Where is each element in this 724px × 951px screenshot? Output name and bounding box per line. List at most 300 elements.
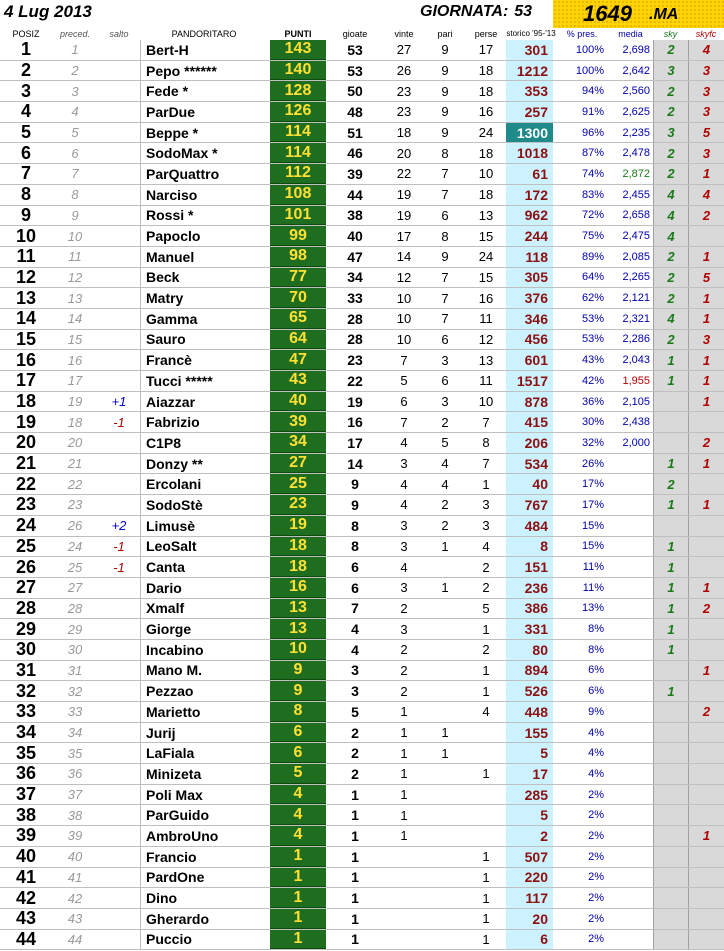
col-header-giocate: gioate — [342, 29, 368, 39]
table-row — [0, 785, 724, 806]
table-row — [0, 516, 724, 537]
skyfc-cell: 4 — [688, 40, 724, 60]
losses-cell: 12 — [478, 331, 494, 347]
table-row — [0, 102, 724, 123]
wins-cell: 10 — [396, 331, 412, 347]
skyfc-cell — [688, 888, 724, 908]
position-cell: 6 — [20, 142, 31, 163]
points-cell: 13 — [270, 599, 326, 619]
skyfc-cell: 1 — [688, 578, 724, 598]
losses-cell: 18 — [478, 187, 494, 203]
player-name-cell: Canta — [140, 557, 268, 577]
attendance-cell: 26% — [581, 457, 604, 470]
games-played-cell: 3 — [351, 662, 359, 679]
previous-position-cell: 36 — [67, 766, 83, 782]
attendance-cell: 53% — [581, 312, 604, 325]
position-change-cell — [98, 785, 140, 805]
games-played-cell: 8 — [351, 517, 359, 534]
historic-score-cell: 534 — [506, 454, 553, 474]
points-cell: 65 — [270, 309, 326, 329]
games-played-cell: 23 — [347, 352, 363, 369]
col-header-perse: perse — [474, 29, 498, 39]
player-name-cell: ParQuattro — [140, 164, 268, 184]
player-name-cell: PardOne — [140, 868, 268, 888]
sky-cell — [653, 702, 688, 722]
average-cell — [608, 599, 653, 619]
attendance-cell: 13% — [581, 602, 604, 615]
points-cell: 70 — [270, 288, 326, 308]
attendance-cell: 32% — [581, 436, 604, 449]
position-change-cell — [98, 868, 140, 888]
attendance-cell: 2% — [588, 809, 604, 822]
historic-score-cell: 206 — [506, 433, 553, 453]
points-cell: 9 — [270, 661, 326, 681]
average-cell — [608, 888, 653, 908]
position-cell: 15 — [15, 328, 37, 349]
points-cell: 18 — [270, 537, 326, 557]
sky-cell: 3 — [653, 61, 688, 81]
historic-score-cell: 5 — [506, 805, 553, 825]
table-row — [0, 61, 724, 82]
position-change-cell — [98, 619, 140, 639]
attendance-cell: 2% — [588, 788, 604, 801]
losses-cell: 1 — [482, 890, 490, 906]
losses-cell — [466, 805, 506, 825]
position-change-cell — [98, 143, 140, 163]
table-row — [0, 619, 724, 640]
sky-cell — [653, 909, 688, 929]
attendance-cell: 2% — [588, 871, 604, 884]
position-cell: 8 — [20, 184, 31, 205]
col-header-vinte: vinte — [394, 29, 414, 39]
table-row — [0, 123, 724, 144]
previous-position-cell: 2 — [71, 63, 79, 79]
points-cell: 126 — [270, 102, 326, 122]
points-cell: 1 — [270, 868, 326, 888]
sky-cell: 2 — [653, 268, 688, 288]
average-cell — [608, 537, 653, 557]
sky-cell: 1 — [653, 350, 688, 370]
losses-cell: 8 — [482, 435, 490, 451]
draws-cell — [424, 661, 466, 681]
points-cell: 98 — [270, 247, 326, 267]
player-name-cell: ParGuido — [140, 805, 268, 825]
historic-score-cell: 40 — [506, 474, 553, 494]
sky-cell — [653, 412, 688, 432]
attendance-cell: 83% — [581, 188, 604, 201]
table-row — [0, 847, 724, 868]
points-cell: 1 — [270, 930, 326, 950]
table-row — [0, 495, 724, 516]
draws-cell: 7 — [441, 290, 449, 306]
draws-cell: 2 — [441, 518, 449, 534]
games-played-cell: 17 — [347, 434, 363, 451]
skyfc-cell — [688, 681, 724, 701]
position-change-cell: -1 — [113, 414, 125, 430]
historic-score-cell: 878 — [506, 392, 553, 412]
position-change-cell — [98, 454, 140, 474]
skyfc-cell: 1 — [688, 309, 724, 329]
historic-score-cell: 1212 — [506, 61, 553, 81]
games-played-cell: 4 — [351, 641, 359, 658]
table-row — [0, 474, 724, 495]
sky-cell — [653, 868, 688, 888]
draws-cell — [424, 868, 466, 888]
games-played-cell: 46 — [347, 145, 363, 162]
player-name-cell: Incabino — [140, 640, 268, 660]
losses-cell: 7 — [482, 414, 490, 430]
draws-cell: 7 — [441, 187, 449, 203]
wins-cell: 23 — [396, 104, 412, 120]
skyfc-cell: 1 — [688, 371, 724, 391]
sky-cell — [653, 392, 688, 412]
sky-cell — [653, 888, 688, 908]
wins-cell: 4 — [400, 476, 408, 492]
average-cell: 2,625 — [622, 105, 650, 118]
historic-score-cell: 448 — [506, 702, 553, 722]
previous-position-cell: 13 — [67, 290, 83, 306]
losses-cell: 1 — [482, 662, 490, 678]
average-cell: 2,475 — [622, 230, 650, 243]
position-cell: 20 — [15, 432, 37, 453]
draws-cell: 1 — [441, 538, 449, 554]
historic-score-cell: 415 — [506, 412, 553, 432]
points-cell: 18 — [270, 557, 326, 577]
draws-cell: 4 — [441, 456, 449, 472]
position-cell: 10 — [15, 225, 37, 246]
points-cell: 114 — [270, 143, 326, 163]
historic-score-cell: 1300 — [506, 123, 553, 143]
previous-position-cell: 22 — [67, 476, 83, 492]
wins-cell: 17 — [396, 228, 412, 244]
previous-position-cell: 4 — [71, 104, 79, 120]
attendance-cell: 2% — [588, 892, 604, 905]
historic-score-cell: 526 — [506, 681, 553, 701]
attendance-cell: 2% — [588, 912, 604, 925]
position-change-cell — [98, 330, 140, 350]
wins-cell — [384, 847, 424, 867]
sky-cell: 2 — [653, 164, 688, 184]
skyfc-cell: 5 — [688, 123, 724, 143]
giornata-label: GIORNATA: — [420, 3, 509, 20]
wins-cell: 1 — [400, 807, 408, 823]
losses-cell: 18 — [478, 145, 494, 161]
games-played-cell: 44 — [347, 186, 363, 203]
draws-cell — [424, 826, 466, 846]
losses-cell — [466, 785, 506, 805]
average-cell: 2,000 — [622, 436, 650, 449]
games-played-cell: 38 — [347, 207, 363, 224]
historic-score-cell: 767 — [506, 495, 553, 515]
player-name-cell: Poli Max — [140, 785, 268, 805]
position-cell: 36 — [15, 763, 37, 784]
draws-cell: 9 — [441, 125, 449, 141]
draws-cell: 2 — [441, 414, 449, 430]
position-cell: 9 — [20, 204, 31, 225]
attendance-cell: 8% — [588, 623, 604, 636]
attendance-cell: 30% — [581, 416, 604, 429]
position-change-cell — [98, 764, 140, 784]
previous-position-cell: 20 — [67, 435, 83, 451]
wins-cell: 1 — [400, 704, 408, 720]
table-row — [0, 268, 724, 289]
wins-cell: 19 — [396, 187, 412, 203]
player-name-cell: Pezzao — [140, 681, 268, 701]
wins-cell — [384, 930, 424, 950]
sky-cell: 2 — [653, 40, 688, 60]
sky-cell: 2 — [653, 474, 688, 494]
skyfc-cell: 1 — [688, 826, 724, 846]
skyfc-cell: 3 — [688, 81, 724, 101]
losses-cell: 10 — [478, 394, 494, 410]
attendance-cell: 53% — [581, 333, 604, 346]
historic-score-cell: 61 — [506, 164, 553, 184]
draws-cell: 7 — [441, 166, 449, 182]
attendance-cell: 8% — [588, 643, 604, 656]
average-cell: 2,105 — [622, 395, 650, 408]
games-played-cell: 2 — [351, 765, 359, 782]
points-cell: 108 — [270, 185, 326, 205]
losses-cell: 1 — [482, 849, 490, 865]
position-cell: 16 — [15, 349, 37, 370]
wins-cell: 4 — [400, 559, 408, 575]
historic-score-cell: 236 — [506, 578, 553, 598]
player-name-cell: SodoMax * — [140, 143, 268, 163]
games-played-cell: 2 — [351, 745, 359, 762]
previous-position-cell: 17 — [67, 373, 83, 389]
average-cell — [608, 764, 653, 784]
losses-cell: 10 — [478, 166, 494, 182]
previous-position-cell: 43 — [67, 911, 83, 927]
position-change-cell: +2 — [111, 518, 127, 534]
points-cell: 128 — [270, 81, 326, 101]
previous-position-cell: 7 — [71, 166, 79, 182]
losses-cell: 24 — [478, 249, 494, 265]
col-header-media: media — [618, 29, 643, 39]
points-cell: 16 — [270, 578, 326, 598]
wins-cell: 10 — [396, 311, 412, 327]
draws-cell: 7 — [441, 269, 449, 285]
draws-cell: 9 — [441, 63, 449, 79]
games-played-cell: 48 — [347, 103, 363, 120]
position-cell: 34 — [15, 722, 37, 743]
col-header-skyfc: skyfc — [695, 29, 717, 39]
losses-cell: 15 — [478, 269, 494, 285]
historic-score-cell: 484 — [506, 516, 553, 536]
average-cell: 2,642 — [622, 64, 650, 77]
average-cell — [608, 640, 653, 660]
sky-cell — [653, 433, 688, 453]
draws-cell — [424, 640, 466, 660]
skyfc-cell — [688, 847, 724, 867]
historic-score-cell: 172 — [506, 185, 553, 205]
wins-cell: 6 — [400, 394, 408, 410]
games-played-cell: 9 — [351, 476, 359, 493]
skyfc-cell: 1 — [688, 454, 724, 474]
attendance-cell: 96% — [581, 126, 604, 139]
skyfc-cell: 3 — [688, 330, 724, 350]
position-cell: 1 — [20, 39, 31, 60]
draws-cell: 8 — [441, 228, 449, 244]
previous-position-cell: 31 — [67, 662, 83, 678]
position-change-cell — [98, 702, 140, 722]
previous-position-cell: 40 — [67, 849, 83, 865]
wins-cell: 1 — [400, 766, 408, 782]
points-cell: 77 — [270, 268, 326, 288]
losses-cell: 5 — [482, 600, 490, 616]
historic-score-cell: 301 — [506, 40, 553, 60]
historic-score-cell: 151 — [506, 557, 553, 577]
attendance-cell: 11% — [582, 581, 604, 594]
losses-cell: 16 — [478, 104, 494, 120]
draws-cell: 4 — [441, 476, 449, 492]
draws-cell — [424, 599, 466, 619]
position-change-cell — [98, 309, 140, 329]
skyfc-cell — [688, 474, 724, 494]
games-played-cell: 28 — [347, 310, 363, 327]
position-cell: 37 — [15, 784, 37, 805]
points-cell: 40 — [270, 392, 326, 412]
average-cell: 2,658 — [622, 209, 650, 222]
wins-cell: 2 — [400, 642, 408, 658]
points-cell: 34 — [270, 433, 326, 453]
position-change-cell — [98, 433, 140, 453]
sky-cell — [653, 764, 688, 784]
col-header-pres: % pres. — [566, 29, 598, 39]
sky-cell: 1 — [653, 537, 688, 557]
wins-cell: 3 — [400, 456, 408, 472]
average-cell: 2,043 — [622, 354, 650, 367]
games-played-cell: 50 — [347, 83, 363, 100]
average-cell — [608, 474, 653, 494]
player-name-cell: Beck — [140, 268, 268, 288]
average-cell: 2,438 — [622, 416, 650, 429]
wins-cell: 7 — [400, 352, 408, 368]
sky-cell — [653, 785, 688, 805]
attendance-cell: 2% — [588, 933, 604, 946]
position-change-cell — [98, 164, 140, 184]
draws-cell — [424, 557, 466, 577]
losses-cell: 3 — [482, 497, 490, 513]
average-cell — [608, 661, 653, 681]
report-header — [0, 0, 724, 28]
position-cell: 44 — [15, 928, 37, 949]
table-row — [0, 557, 724, 578]
average-cell — [608, 702, 653, 722]
attendance-cell: 17% — [581, 478, 604, 491]
table-row — [0, 226, 724, 247]
position-cell: 27 — [15, 577, 37, 598]
position-change-cell — [98, 930, 140, 950]
losses-cell: 1 — [482, 766, 490, 782]
historic-score-cell: 8 — [506, 537, 553, 557]
previous-position-cell: 30 — [67, 642, 83, 658]
wins-cell: 2 — [400, 683, 408, 699]
position-cell: 41 — [15, 866, 37, 887]
skyfc-cell: 2 — [688, 433, 724, 453]
wins-cell — [384, 868, 424, 888]
average-cell: 2,478 — [622, 147, 650, 160]
points-cell: 4 — [270, 826, 326, 846]
player-name-cell: AmbroUno — [140, 826, 268, 846]
position-cell: 38 — [15, 804, 37, 825]
points-cell: 43 — [270, 371, 326, 391]
historic-score-cell: 507 — [506, 847, 553, 867]
skyfc-cell: 3 — [688, 143, 724, 163]
position-change-cell — [98, 206, 140, 226]
position-change-cell — [98, 102, 140, 122]
average-cell — [608, 930, 653, 950]
position-cell: 29 — [15, 618, 37, 639]
player-name-cell: Marietto — [140, 702, 268, 722]
games-played-cell: 3 — [351, 683, 359, 700]
position-change-cell — [98, 40, 140, 60]
position-change-cell — [98, 888, 140, 908]
sky-cell: 4 — [653, 206, 688, 226]
previous-position-cell: 37 — [67, 787, 83, 803]
wins-cell: 3 — [400, 621, 408, 637]
player-name-cell: Dario — [140, 578, 268, 598]
sky-cell: 1 — [653, 371, 688, 391]
wins-cell: 20 — [396, 145, 412, 161]
points-cell: 19 — [270, 516, 326, 536]
games-played-cell: 4 — [351, 621, 359, 638]
player-name-cell: Narciso — [140, 185, 268, 205]
sky-cell: 2 — [653, 288, 688, 308]
player-name-cell: Ercolani — [140, 474, 268, 494]
player-name-cell: Manuel — [140, 247, 268, 267]
points-cell: 140 — [270, 61, 326, 81]
position-change-cell — [98, 474, 140, 494]
attendance-cell: 89% — [581, 250, 604, 263]
position-change-cell — [98, 847, 140, 867]
report-date: 4 Lug 2013 — [4, 2, 92, 21]
table-row — [0, 702, 724, 723]
position-cell: 31 — [15, 659, 37, 680]
average-cell: 2,121 — [622, 292, 650, 305]
position-change-cell — [98, 640, 140, 660]
table-row — [0, 930, 724, 951]
skyfc-cell — [688, 537, 724, 557]
position-cell: 7 — [20, 163, 31, 184]
position-cell: 17 — [15, 370, 37, 391]
previous-position-cell: 26 — [67, 518, 83, 534]
position-cell: 28 — [15, 597, 37, 618]
skyfc-cell — [688, 909, 724, 929]
draws-cell: 7 — [441, 311, 449, 327]
position-cell: 3 — [20, 80, 31, 101]
draws-cell — [424, 930, 466, 950]
losses-cell: 2 — [482, 580, 490, 596]
skyfc-cell — [688, 557, 724, 577]
losses-cell: 13 — [478, 352, 494, 368]
col-header-pari: pari — [437, 29, 453, 39]
table-row — [0, 412, 724, 433]
table-row — [0, 392, 724, 413]
losses-cell: 1 — [482, 931, 490, 947]
position-change-cell — [98, 81, 140, 101]
games-played-cell: 40 — [347, 228, 363, 245]
position-change-cell — [98, 288, 140, 308]
points-cell: 39 — [270, 412, 326, 432]
position-change-cell: -1 — [113, 559, 125, 575]
historic-score-cell: 117 — [506, 888, 553, 908]
previous-position-cell: 27 — [67, 580, 83, 596]
average-cell: 1,955 — [622, 374, 650, 387]
position-cell: 33 — [15, 701, 37, 722]
historic-score-cell: 155 — [506, 723, 553, 743]
wins-cell: 19 — [396, 207, 412, 223]
